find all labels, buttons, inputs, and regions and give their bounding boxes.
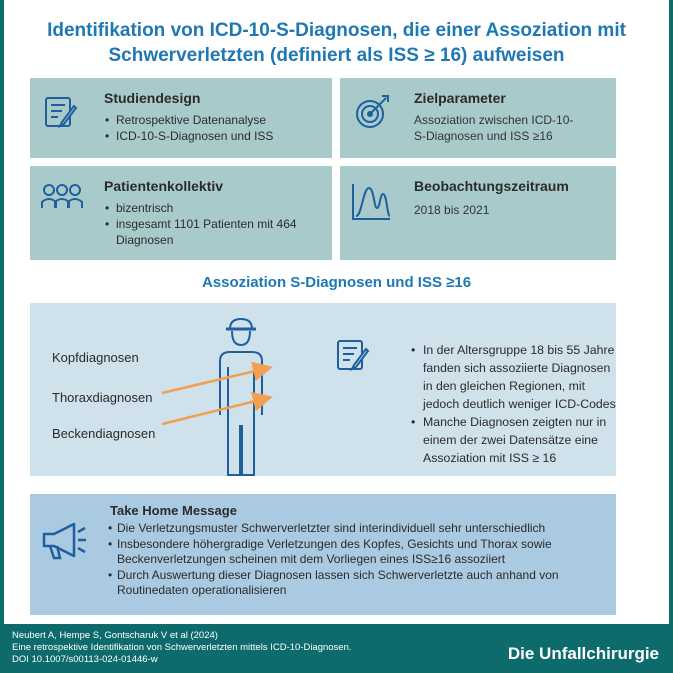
take-home-heading: Take Home Message: [110, 503, 237, 518]
card-text: [414, 112, 573, 144]
footer: [0, 624, 673, 673]
card-patientenkollektiv: [30, 166, 332, 260]
target-icon: [352, 92, 392, 132]
label-kopfdiagnosen: Kopfdiagnosen: [52, 350, 139, 365]
card-beobachtungszeitraum: [340, 166, 616, 260]
list-item: • Die Verletzungsmuster Schwerverletzter sind interindividuell sehr unterschiedlich: [117, 521, 612, 537]
association-arrows: [160, 358, 300, 448]
card-text-line-2: S-Diagnosen und ISS ≥16: [414, 129, 553, 143]
people-group-icon: [40, 180, 84, 216]
arrow-becken: [162, 398, 268, 424]
label-thoraxdiagnosen: Thoraxdiagnosen: [52, 390, 153, 405]
citation-authors: Neubert A, Hempe S, Gontscharuk V et al (2024): [12, 630, 218, 641]
document-pen-icon: [42, 92, 82, 132]
card-heading: Studiendesign: [104, 90, 201, 106]
list-item: • Insbesondere höhergradige Verletzungen des Kopfes, Gesichts und Thorax sowie Beckenverletzungen scheinen mit dem Vorliegen eines ISS≥16 assoziiert: [117, 537, 612, 568]
citation-title: Eine retrospektive Identifikation von Schwerverletzten mittels ICD-10-Diagnosen.: [12, 642, 352, 653]
citation-doi: DOI 10.1007/s00113-024-01446-w: [12, 654, 158, 665]
label-beckendiagnosen: Beckendiagnosen: [52, 426, 156, 441]
card-zielparameter: [340, 78, 616, 158]
page-title: [20, 18, 653, 68]
list-item: • In der Altersgruppe 18 bis 55 Jahre fanden sich assoziierte Diagnosen in den gleichen Regionen, mit jedoch deutlich weniger ICD-Codes: [423, 341, 623, 413]
list-item: • Retrospektive Datenanalyse: [116, 112, 273, 128]
arrow-thorax: [162, 368, 268, 393]
card-heading: Zielparameter: [414, 90, 506, 106]
list-item: • bizentrisch: [116, 200, 326, 216]
distribution-curve-icon: [350, 182, 392, 222]
association-bullets: [410, 341, 623, 467]
title-line-2: Schwerverletzten (definiert als ISS ≥ 16) aufweisen: [108, 45, 565, 66]
association-panel: [30, 303, 616, 476]
card-heading: Beobachtungszeitraum: [414, 178, 569, 194]
megaphone-icon: [40, 520, 88, 560]
association-title: Assoziation S-Diagnosen und ISS ≥16: [201, 274, 472, 291]
card-heading: Patientenkollektiv: [104, 178, 224, 194]
list-item: • ICD-10-S-Diagnosen und ISS: [116, 128, 273, 144]
list-item: • insgesamt 1101 Patienten mit 464 Diagnosen: [116, 216, 326, 248]
title-line-1: Identifikation von ICD-10-S-Diagnosen, die einer Assoziation mit: [47, 20, 626, 41]
list-item: • Manche Diagnosen zeigten nur in einem der zwei Datensätze eine Assoziation mit ISS ≥ 16: [423, 413, 623, 467]
document-pen-icon: [334, 335, 374, 375]
list-item: • Durch Auswertung dieser Diagnosen lassen sich Schwerverletzte auch anhand von Routinedaten operationalisieren: [117, 568, 612, 599]
card-text: 2018 bis 2021: [414, 203, 490, 217]
take-home-list: [117, 521, 612, 599]
card-text-line-1: Assoziation zwischen ICD-10-: [414, 113, 574, 127]
card-list: [104, 112, 273, 144]
card-studiendesign: [30, 78, 332, 158]
take-home-panel: [30, 494, 616, 615]
citation: [12, 630, 352, 666]
journal-name: Die Unfallchirurgie: [507, 644, 659, 663]
card-list: [104, 200, 326, 248]
